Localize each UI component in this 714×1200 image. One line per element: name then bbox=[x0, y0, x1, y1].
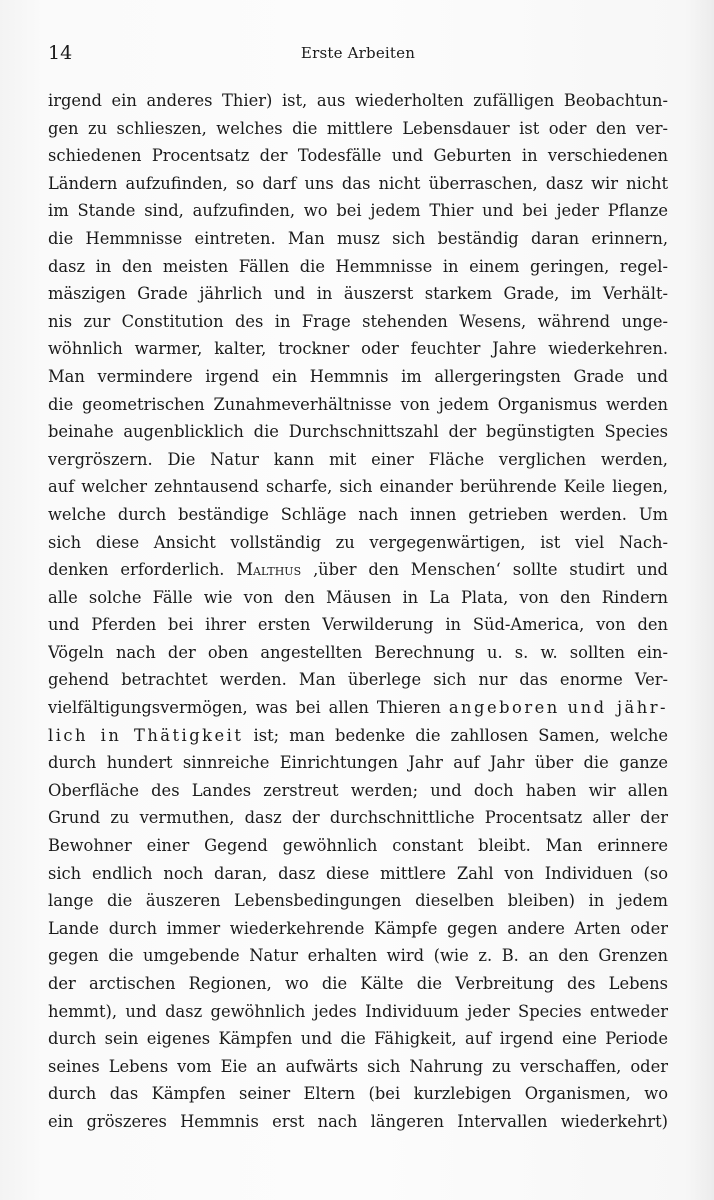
body-text bbox=[48, 87, 668, 1136]
text-line: nis zur Constitution des in Frage stehenden Wesens, während unge- bbox=[48, 311, 668, 331]
text-line: wöhnlich warmer, kalter, trockner oder feuchter Jahre wiederkehren. bbox=[48, 339, 668, 359]
text-line bbox=[48, 694, 668, 722]
text-line: Vögeln nach der oben angestellten Berechnung u. s. w. sollten ein- bbox=[48, 642, 668, 662]
running-head: Erste Arbeiten bbox=[300, 44, 416, 62]
emphasized-text: angeboren bbox=[448, 698, 560, 718]
text-line: seines Lebens vom Eie an aufwärts sich Nahrung zu verschaffen, oder bbox=[48, 1056, 668, 1076]
text-line: vergröszern. Die Natur kann mit einer Fläche verglichen werden, bbox=[48, 449, 668, 469]
text-line: Bewohner einer Gegend gewöhnlich constant bleibt. Man erinnere bbox=[48, 836, 668, 856]
text-line: beinahe augenblicklich die Durchschnittszahl der begünstigten Species bbox=[48, 422, 668, 442]
text-line: durch sein eigenes Kämpfen und die Fähigkeit, auf irgend eine Periode bbox=[48, 1029, 668, 1049]
emphasized-text: und jähr- bbox=[567, 698, 668, 718]
page-header bbox=[48, 40, 668, 70]
text-line bbox=[48, 556, 668, 584]
text-line: lange die äuszeren Lebensbedingungen dieselben bleiben) in jedem bbox=[48, 891, 668, 911]
text-fragment: ist; man bedenke die zahllosen Samen, welche bbox=[243, 725, 668, 745]
text-line: und Pferden bei ihrer ersten Verwilderung in Süd-America, von den bbox=[48, 615, 668, 635]
text-line: Grund zu vermuthen, dasz der durchschnittliche Procentsatz aller der bbox=[48, 808, 668, 828]
text-line: gegen die umgebende Natur erhalten wird (wie z. B. an den Grenzen bbox=[48, 946, 668, 966]
text-line: Man vermindere irgend ein Hemmnis im allergeringsten Grade und bbox=[48, 366, 668, 386]
emphasized-text: lich in Thätigkeit bbox=[48, 725, 244, 745]
text-line: welche durch beständige Schläge nach innen getrieben werden. Um bbox=[48, 504, 668, 524]
text-line: durch hundert sinnreiche Einrichtungen Jahr auf Jahr über die ganze bbox=[48, 753, 668, 773]
text-line: ein gröszeres Hemmnis erst nach längeren Intervallen wiederkehrt) bbox=[48, 1111, 668, 1131]
text-line: mäszigen Grade jährlich und in äuszerst starkem Grade, im Verhält- bbox=[48, 284, 668, 304]
page-number: 14 bbox=[48, 42, 73, 64]
text-line: schiedenen Procentsatz der Todesfälle und Geburten in verschiedenen bbox=[48, 146, 668, 166]
text-fragment: denken erforderlich. bbox=[48, 560, 237, 580]
text-line: auf welcher zehntausend scharfe, sich einander berührende Keile liegen, bbox=[48, 477, 668, 497]
text-line: im Stande sind, aufzufinden, wo bei jedem Thier und bei jeder Pflanze bbox=[48, 201, 668, 221]
text-line: sich diese Ansicht vollständig zu vergegenwärtigen, ist viel Nach- bbox=[48, 532, 668, 552]
text-line: Oberfläche des Landes zerstreut werden; und doch haben wir allen bbox=[48, 780, 668, 800]
text-line: die geometrischen Zunahmeverhältnisse von jedem Organismus werden bbox=[48, 394, 668, 414]
text-line: Lande durch immer wiederkehrende Kämpfe gegen andere Arten oder bbox=[48, 918, 668, 938]
text-line: irgend ein anderes Thier) ist, aus wiederholten zufälligen Beobachtun- bbox=[48, 91, 668, 110]
text-line: Ländern aufzufinden, so darf uns das nicht überraschen, dasz wir nicht bbox=[48, 173, 668, 193]
text-line: die Hemmnisse eintreten. Man musz sich beständig daran erinnern, bbox=[48, 228, 668, 248]
text-line: der arctischen Regionen, wo die Kälte die Verbreitung des Lebens bbox=[48, 974, 668, 993]
text-line: gehend betrachtet werden. Man überlege sich nur das enorme Ver- bbox=[48, 670, 668, 690]
text-line: dasz in den meisten Fällen die Hemmnisse in einem geringen, regel- bbox=[48, 256, 668, 276]
text-line: alle solche Fälle wie von den Mäusen in La Plata, von den Rindern bbox=[48, 587, 668, 607]
text-fragment: ‚über den Menschen‘ sollte studirt und bbox=[301, 560, 668, 580]
text-line: durch das Kämpfen seiner Eltern (bei kurzlebigen Organismen, wo bbox=[48, 1084, 668, 1104]
text-fragment: vielfältigungsvermögen, was bei allen Thieren bbox=[48, 698, 449, 718]
text-line bbox=[48, 722, 668, 750]
text-fragment bbox=[560, 698, 568, 717]
text-line: hemmt), und dasz gewöhnlich jedes Individuum jeder Species entweder bbox=[48, 1001, 668, 1021]
text-line: gen zu schlieszen, welches die mittlere Lebensdauer ist oder den ver- bbox=[48, 118, 668, 138]
text-line: sich endlich noch daran, dasz diese mittlere Zahl von Individuen (so bbox=[48, 863, 668, 883]
author-name: Malthus bbox=[236, 560, 302, 580]
